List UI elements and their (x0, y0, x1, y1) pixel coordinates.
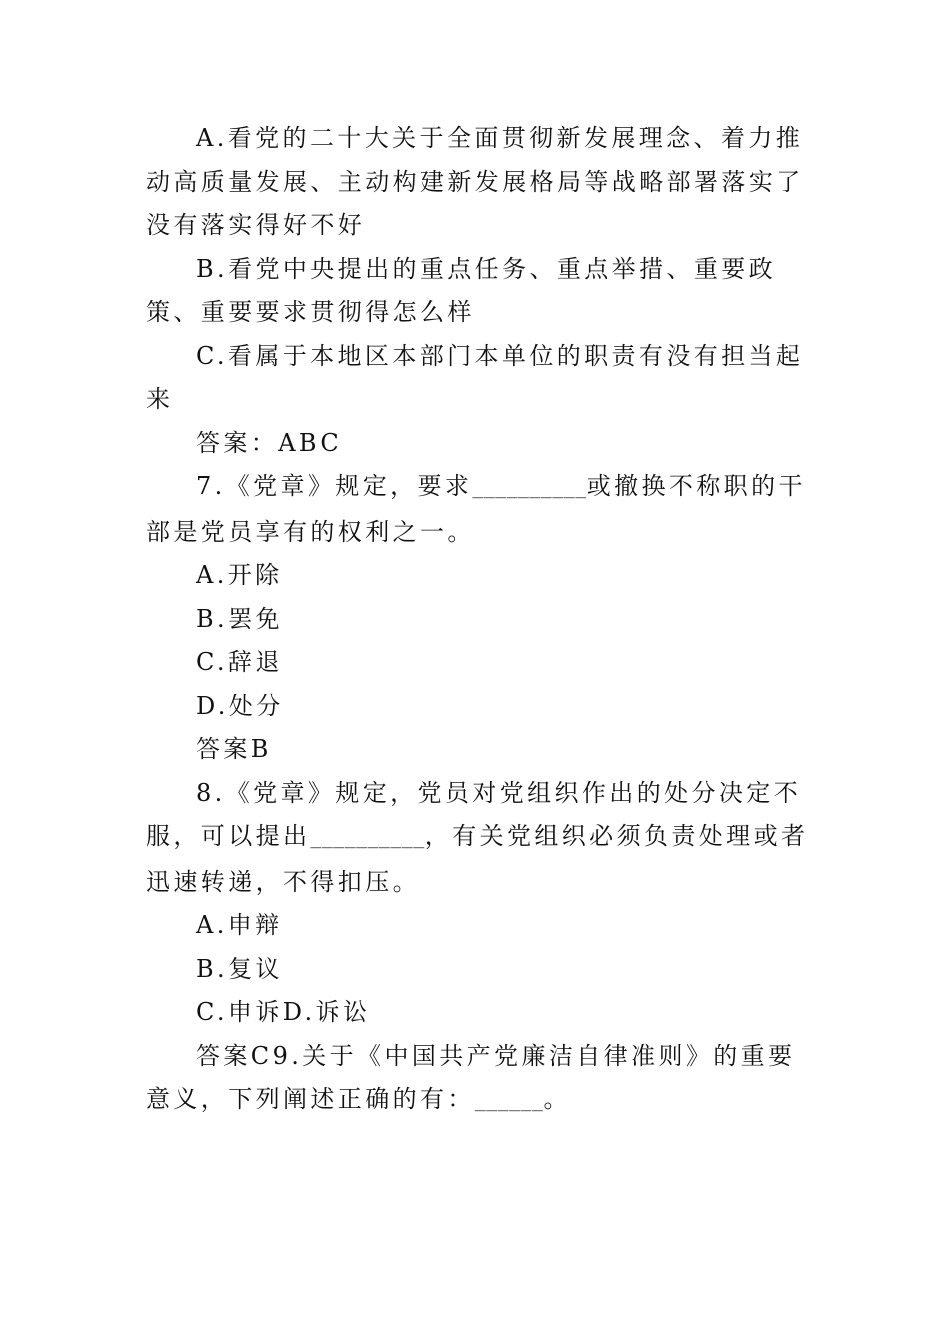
q8-option-b: B.复议 (196, 954, 283, 983)
document-body (146, 117, 810, 1124)
q8-question-text-after: ，有关党组织必须负责处理或者迅速转递，不得扣压。 (146, 822, 809, 896)
q7-question-text-after: 或撤换不称职的干部是党员享有的权利之一。 (146, 472, 806, 546)
q9-blank: ______ (474, 1091, 544, 1112)
q6-option-b: B.看党中央提出的重点任务、重点举措、重要政策、重要要求贯彻得怎么样 (146, 254, 777, 326)
q7-question-text-before: 7.《党章》规定，要求 (196, 472, 473, 500)
q7-blank: __________ (472, 478, 587, 499)
q7-question (146, 465, 810, 554)
q8-question-text-before: 8.《党章》规定，党员对党组织作出的处分决定不服，可以提出 (146, 778, 802, 850)
q8-question (146, 772, 810, 905)
q6-option-c: C.看属于本地区本部门本单位的职责有没有担当起来 (146, 341, 804, 413)
q6-answer: 答案：ABC (196, 428, 343, 457)
q8-answer-q9-text-before: 答案C9.关于《中国共产党廉洁自律准则》的重要意义，下列阐述正确的有： (146, 1041, 796, 1113)
q7-option-d: D.处分 (196, 691, 284, 720)
q8-option-cd: C.申诉D.诉讼 (196, 998, 371, 1026)
q9-text-after: 。 (543, 1085, 571, 1113)
q7-answer: 答案B (196, 735, 272, 763)
q7-option-b: B.罢免 (196, 604, 283, 633)
q8-answer-q9-question (146, 1035, 810, 1124)
q7-option-a: A.开除 (196, 561, 283, 589)
q6-option-a: A.看党的二十大关于全面贯彻新发展理念、着力推动高质量发展、主动构建新发展格局等战略部署落实了没有落实得好不好 (146, 124, 804, 239)
q8-option-a: A.申辩 (196, 911, 283, 939)
q7-option-c: C.辞退 (196, 648, 283, 676)
q8-blank: __________ (310, 828, 425, 849)
